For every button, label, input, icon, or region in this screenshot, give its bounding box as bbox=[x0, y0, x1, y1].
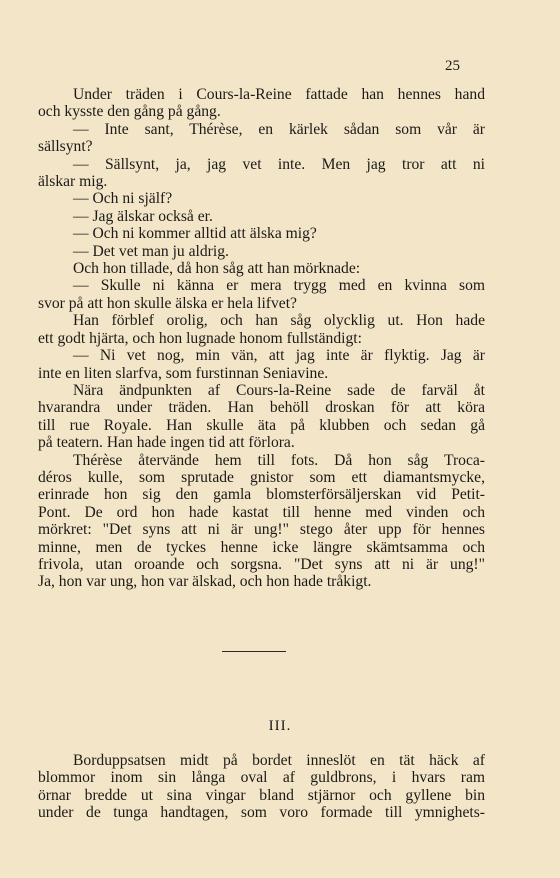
text-line: blommor inom sin långa oval af guldbrons, i hvars ram bbox=[38, 769, 485, 787]
text-line: Han förblef orolig, och han såg olycklig ut. Hon hade bbox=[73, 312, 485, 330]
text-line: Nära ändpunkten af Cours-la-Reine sade de farväl åt bbox=[73, 381, 485, 399]
text-line: under de tunga handtagen, som voro formade till ymnighets- bbox=[38, 804, 485, 822]
text-line: Under träden i Cours-la-Reine fattade han hennes hand bbox=[73, 86, 485, 103]
text-line: mörkret: "Det syns att ni är ung!" stego åter upp för hennes bbox=[38, 521, 485, 539]
chapter-text bbox=[38, 86, 485, 591]
text-line: Borduppsatsen midt på bordet inneslöt en tät häck af bbox=[73, 752, 485, 769]
text-line: déros kulle, som sprutade gnistor som ett diamantsmycke, bbox=[38, 468, 485, 486]
text-line: — Det vet man ju aldrig. bbox=[73, 242, 229, 260]
text-line: erinrade hon sig den gamla blomsterförsäljerskan vid Petit- bbox=[38, 486, 485, 504]
text-line: ett godt hjärta, och hon lugnade honom fullständigt: bbox=[38, 329, 362, 347]
text-line: älskar mig. bbox=[38, 173, 108, 191]
text-line: Thérèse återvände hem till fots. Då hon såg Troca- bbox=[73, 451, 485, 469]
text-line: — Jag älskar också er. bbox=[73, 207, 213, 225]
text-line: frivola, utan oroande och sorgsna. "Det syns att ni är ung!" bbox=[38, 555, 485, 573]
text-line: på teatern. Han hade ingen tid att förlora. bbox=[38, 434, 295, 452]
page-number: 25 bbox=[445, 58, 460, 74]
text-line: inte en liten slarfva, som furstinnan Seniavine. bbox=[38, 364, 329, 382]
section-divider bbox=[222, 651, 286, 652]
text-line: — Och ni kommer alltid att älska mig? bbox=[73, 225, 317, 243]
text-line: — Och ni själf? bbox=[73, 190, 173, 208]
text-line: örnar bredde ut sina vingar bland stjärnor och gyllene bin bbox=[38, 786, 485, 804]
text-line: svor på att hon skulle älska er hela lifvet? bbox=[38, 294, 297, 312]
text-line: minne, men de tyckes henne icke längre skämtsamma och bbox=[38, 538, 485, 556]
text-line: — Ni vet nog, min vän, att jag inte är flyktig. Jag är bbox=[73, 347, 485, 365]
text-line: — Sällsynt, ja, jag vet inte. Men jag tror att ni bbox=[73, 155, 485, 173]
text-line: och kysste den gång på gång. bbox=[38, 103, 221, 121]
text-line: sällsynt? bbox=[38, 138, 93, 156]
text-line: — Inte sant, Thérèse, en kärlek sådan som vår är bbox=[73, 120, 485, 138]
text-line: hvarandra under träden. Han behöll droskan för att köra bbox=[38, 399, 485, 417]
section-heading: III. bbox=[268, 718, 292, 734]
text-line: Pont. De ord hon hade kastat till henne med vinden och bbox=[38, 503, 485, 521]
text-line: Och hon tillade, då hon såg att han mörknade: bbox=[73, 260, 361, 278]
text-line: — Skulle ni känna er mera trygg med en kvinna som bbox=[73, 277, 485, 295]
section-text bbox=[38, 752, 485, 822]
text-line: till rue Royale. Han skulle äta på klubben och sedan gå bbox=[38, 416, 485, 434]
text-line: Ja, hon var ung, hon var älskad, och hon hade tråkigt. bbox=[38, 573, 372, 591]
